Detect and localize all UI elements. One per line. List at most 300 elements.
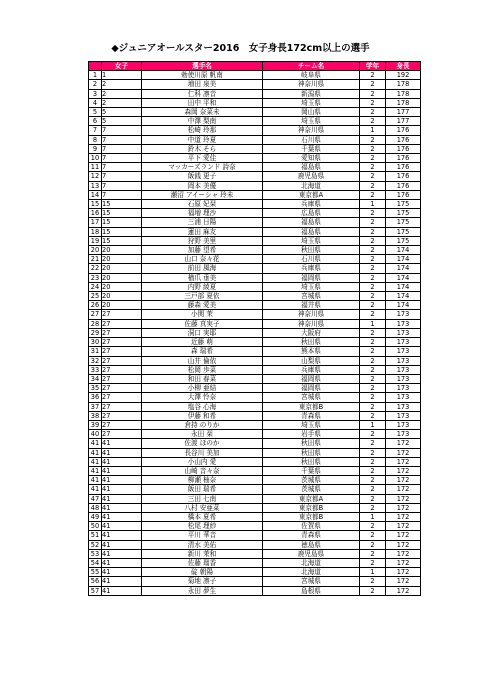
- table-row: [89, 448, 421, 457]
- grade-cell: 2: [360, 476, 386, 485]
- row-index: 39: [89, 420, 102, 429]
- player-name-cell: 橋本 夏希: [142, 512, 263, 521]
- team-name-cell: 茨城県: [263, 485, 360, 494]
- row-index: 32: [89, 356, 102, 365]
- team-name-cell: 岩手県: [263, 430, 360, 439]
- table-row: [89, 531, 421, 540]
- height-cell: 173: [386, 319, 421, 328]
- row-index: 53: [89, 549, 102, 558]
- team-name-cell: 東京都A: [263, 494, 360, 503]
- height-cell: 172: [386, 586, 421, 595]
- player-name-cell: 佐渡 ほのか: [142, 439, 263, 448]
- table-row: [89, 108, 421, 117]
- rank-cell: 27: [102, 374, 142, 383]
- rank-cell: 41: [102, 448, 142, 457]
- table-row: [89, 144, 421, 153]
- grade-cell: 2: [360, 356, 386, 365]
- rank-cell: 41: [102, 577, 142, 586]
- grade-cell: 2: [360, 494, 386, 503]
- height-cell: 175: [386, 209, 421, 218]
- table-row: [89, 319, 421, 328]
- player-name-cell: 佐藤 瑠香: [142, 558, 263, 567]
- row-index: 13: [89, 181, 102, 190]
- team-name-cell: 秋田県: [263, 439, 360, 448]
- table-row: [89, 328, 421, 337]
- team-name-cell: 東京都B: [263, 402, 360, 411]
- rank-cell: 7: [102, 126, 142, 135]
- height-cell: 173: [386, 411, 421, 420]
- height-cell: 175: [386, 227, 421, 236]
- row-index: 38: [89, 411, 102, 420]
- grade-cell: 2: [360, 558, 386, 567]
- player-name-cell: 楢爪 垂美: [142, 273, 263, 282]
- table-row: [89, 117, 421, 126]
- height-cell: 176: [386, 172, 421, 181]
- rank-cell: 41: [102, 568, 142, 577]
- row-index: 50: [89, 522, 102, 531]
- height-cell: 173: [386, 384, 421, 393]
- team-name-cell: 秋田県: [263, 448, 360, 457]
- team-name-cell: 北海道: [263, 568, 360, 577]
- rank-cell: 20: [102, 255, 142, 264]
- page-title: ◆ジュニアオールスター2016 女子身長172cm以上の選手: [111, 43, 370, 54]
- rank-cell: 20: [102, 292, 142, 301]
- grade-cell: 2: [360, 439, 386, 448]
- team-name-cell: 青森県: [263, 411, 360, 420]
- row-index: 8: [89, 135, 102, 144]
- grade-cell: 2: [360, 577, 386, 586]
- rank-cell: 5: [102, 117, 142, 126]
- row-index: 51: [89, 531, 102, 540]
- player-name-cell: 松尾 理紗: [142, 522, 263, 531]
- table-row: [89, 494, 421, 503]
- row-index: 25: [89, 292, 102, 301]
- row-index: 1: [89, 71, 102, 80]
- height-cell: 172: [386, 448, 421, 457]
- team-name-cell: 北海道: [263, 558, 360, 567]
- grade-cell: 2: [360, 108, 386, 117]
- team-name-cell: 神奈川県: [263, 126, 360, 135]
- row-index: 56: [89, 577, 102, 586]
- table-row: [89, 347, 421, 356]
- header-grade: 学年: [360, 62, 386, 71]
- player-name-cell: 松岡 歩菜: [142, 365, 263, 374]
- grade-cell: 2: [360, 485, 386, 494]
- grade-cell: 2: [360, 190, 386, 199]
- rank-cell: 41: [102, 457, 142, 466]
- height-cell: 172: [386, 439, 421, 448]
- player-name-cell: 倉持 のりか: [142, 420, 263, 429]
- rank-cell: 15: [102, 200, 142, 209]
- row-index: 9: [89, 144, 102, 153]
- grade-cell: 2: [360, 586, 386, 595]
- table-row: [89, 301, 421, 310]
- rank-cell: 41: [102, 586, 142, 595]
- table-row: [89, 374, 421, 383]
- grade-cell: 2: [360, 273, 386, 282]
- table-row: [89, 98, 421, 107]
- team-name-cell: 埼玉県: [263, 282, 360, 291]
- table-row: [89, 89, 421, 98]
- rank-cell: 27: [102, 310, 142, 319]
- row-index: 41: [89, 448, 102, 457]
- player-name-cell: 小山内 愛: [142, 457, 263, 466]
- table-row: [89, 512, 421, 521]
- height-cell: 175: [386, 200, 421, 209]
- grade-cell: 2: [360, 347, 386, 356]
- height-cell: 174: [386, 255, 421, 264]
- player-name-cell: 飯田 瑞希: [142, 485, 263, 494]
- player-name-cell: 大澤 怜奈: [142, 393, 263, 402]
- height-cell: 176: [386, 144, 421, 153]
- player-name-cell: 田中 平和: [142, 98, 263, 107]
- grade-cell: 2: [360, 80, 386, 89]
- team-name-cell: 福井県: [263, 301, 360, 310]
- grade-cell: 2: [360, 393, 386, 402]
- rank-cell: 41: [102, 540, 142, 549]
- player-name-cell: 内野 綾夏: [142, 282, 263, 291]
- table-row: [89, 338, 421, 347]
- row-index: 11: [89, 163, 102, 172]
- table-row: [89, 126, 421, 135]
- team-name-cell: 大阪府: [263, 328, 360, 337]
- rank-cell: 20: [102, 282, 142, 291]
- table-row: [89, 466, 421, 475]
- row-index: 41: [89, 466, 102, 475]
- rank-cell: 41: [102, 531, 142, 540]
- height-cell: 173: [386, 356, 421, 365]
- grade-cell: 2: [360, 98, 386, 107]
- player-name-cell: 新川 茉和: [142, 549, 263, 558]
- table-row: [89, 135, 421, 144]
- team-name-cell: 福岡県: [263, 384, 360, 393]
- grade-cell: 2: [360, 503, 386, 512]
- grade-cell: 2: [360, 292, 386, 301]
- table-row: [89, 200, 421, 209]
- player-name-cell: 山口 奈々花: [142, 255, 263, 264]
- player-name-cell: 和田 春菜: [142, 374, 263, 383]
- team-name-cell: 島根県: [263, 586, 360, 595]
- rank-cell: 41: [102, 476, 142, 485]
- row-index: 4: [89, 98, 102, 107]
- row-index: 31: [89, 347, 102, 356]
- height-cell: 173: [386, 310, 421, 319]
- player-name-cell: 藤森 愛美: [142, 301, 263, 310]
- grade-cell: 2: [360, 365, 386, 374]
- rank-cell: 7: [102, 163, 142, 172]
- row-index: 21: [89, 255, 102, 264]
- player-name-cell: 鈴木 そら: [142, 144, 263, 153]
- team-name-cell: 岐阜県: [263, 71, 360, 80]
- table-row: [89, 163, 421, 172]
- player-name-cell: 前田 風海: [142, 264, 263, 273]
- table-row: [89, 80, 421, 89]
- grade-cell: 2: [360, 310, 386, 319]
- row-index: 22: [89, 264, 102, 273]
- table-row: [89, 393, 421, 402]
- table-row: [89, 292, 421, 301]
- team-name-cell: 北海道: [263, 181, 360, 190]
- height-cell: 173: [386, 365, 421, 374]
- player-name-cell: 柳瀬 柚奈: [142, 476, 263, 485]
- row-index: 17: [89, 218, 102, 227]
- grade-cell: 2: [360, 181, 386, 190]
- grade-cell: 2: [360, 264, 386, 273]
- height-cell: 176: [386, 163, 421, 172]
- rank-cell: 27: [102, 393, 142, 402]
- team-name-cell: 埼玉県: [263, 98, 360, 107]
- table-header-row: [89, 62, 421, 71]
- grade-cell: 2: [360, 236, 386, 245]
- rank-cell: 7: [102, 144, 142, 153]
- rank-cell: 27: [102, 420, 142, 429]
- team-name-cell: 徳島県: [263, 540, 360, 549]
- team-name-cell: 石川県: [263, 135, 360, 144]
- height-cell: 173: [386, 402, 421, 411]
- grade-cell: 2: [360, 522, 386, 531]
- row-index: 34: [89, 374, 102, 383]
- rank-cell: 7: [102, 190, 142, 199]
- height-cell: 176: [386, 135, 421, 144]
- table-row: [89, 236, 421, 245]
- grade-cell: 2: [360, 374, 386, 383]
- grade-cell: 2: [360, 430, 386, 439]
- row-index: 24: [89, 282, 102, 291]
- row-index: 33: [89, 365, 102, 374]
- team-name-cell: 宮城県: [263, 577, 360, 586]
- height-cell: 172: [386, 512, 421, 521]
- rank-cell: 27: [102, 384, 142, 393]
- row-index: 16: [89, 209, 102, 218]
- team-name-cell: 東京都B: [263, 503, 360, 512]
- table-row: [89, 503, 421, 512]
- team-name-cell: 岡山県: [263, 108, 360, 117]
- table-row: [89, 209, 421, 218]
- table-row: [89, 577, 421, 586]
- grade-cell: 2: [360, 457, 386, 466]
- grade-cell: 2: [360, 531, 386, 540]
- height-cell: 173: [386, 347, 421, 356]
- row-index: 57: [89, 586, 102, 595]
- table-row: [89, 255, 421, 264]
- height-cell: 172: [386, 466, 421, 475]
- table-row: [89, 246, 421, 255]
- table-row: [89, 411, 421, 420]
- rank-cell: 41: [102, 522, 142, 531]
- row-index: 35: [89, 384, 102, 393]
- table-row: [89, 420, 421, 429]
- row-index: 20: [89, 246, 102, 255]
- rank-cell: 41: [102, 466, 142, 475]
- table-row: [89, 264, 421, 273]
- team-name-cell: 広島県: [263, 209, 360, 218]
- height-cell: 173: [386, 338, 421, 347]
- row-index: 41: [89, 439, 102, 448]
- player-name-cell: 岡本 美優: [142, 181, 263, 190]
- table-row: [89, 549, 421, 558]
- team-name-cell: 神奈川県: [263, 80, 360, 89]
- player-name-cell: 菊地 凛子: [142, 577, 263, 586]
- player-name-cell: 松崎 玲那: [142, 126, 263, 135]
- team-name-cell: 宮城県: [263, 393, 360, 402]
- player-name-cell: 森岡 奈菜未: [142, 108, 263, 117]
- team-name-cell: 兵庫県: [263, 200, 360, 209]
- row-index: 29: [89, 328, 102, 337]
- player-name-cell: 福増 理沙: [142, 209, 263, 218]
- table-row: [89, 457, 421, 466]
- table-row: [89, 439, 421, 448]
- rank-cell: 7: [102, 154, 142, 163]
- table-row: [89, 172, 421, 181]
- table-row: [89, 522, 421, 531]
- rank-cell: 41: [102, 503, 142, 512]
- table-row: [89, 430, 421, 439]
- row-index: 41: [89, 457, 102, 466]
- table-row: [89, 586, 421, 595]
- team-name-cell: 兵庫県: [263, 264, 360, 273]
- team-name-cell: 秋田県: [263, 457, 360, 466]
- team-name-cell: 愛知県: [263, 154, 360, 163]
- table-row: [89, 558, 421, 567]
- team-name-cell: 埼玉県: [263, 117, 360, 126]
- height-cell: 172: [386, 457, 421, 466]
- row-index: 2: [89, 80, 102, 89]
- player-name-cell: 森 瑞希: [142, 347, 263, 356]
- rank-cell: 20: [102, 301, 142, 310]
- player-name-cell: 永田 夢生: [142, 586, 263, 595]
- row-index: 19: [89, 236, 102, 245]
- grade-cell: 2: [360, 384, 386, 393]
- grade-cell: 2: [360, 255, 386, 264]
- table-row: [89, 190, 421, 199]
- row-index: 55: [89, 568, 102, 577]
- grade-cell: 1: [360, 420, 386, 429]
- table-body: [89, 71, 421, 596]
- table-row: [89, 227, 421, 236]
- row-index: 26: [89, 301, 102, 310]
- height-cell: 176: [386, 190, 421, 199]
- rank-cell: 41: [102, 485, 142, 494]
- row-index: 54: [89, 558, 102, 567]
- rank-cell: 41: [102, 549, 142, 558]
- team-name-cell: 神奈川県: [263, 319, 360, 328]
- rank-cell: 7: [102, 172, 142, 181]
- row-index: 48: [89, 503, 102, 512]
- rank-cell: 1: [102, 71, 142, 80]
- table-row: [89, 181, 421, 190]
- height-cell: 178: [386, 80, 421, 89]
- height-cell: 172: [386, 494, 421, 503]
- height-cell: 172: [386, 522, 421, 531]
- height-cell: 174: [386, 264, 421, 273]
- rank-cell: 41: [102, 439, 142, 448]
- player-name-cell: マッカーズランド 詩奈: [142, 163, 263, 172]
- height-cell: 178: [386, 89, 421, 98]
- rank-cell: 27: [102, 319, 142, 328]
- grade-cell: 2: [360, 411, 386, 420]
- height-cell: 173: [386, 393, 421, 402]
- team-name-cell: 福岡県: [263, 374, 360, 383]
- table-row: [89, 310, 421, 319]
- player-name-cell: 塩谷 心海: [142, 402, 263, 411]
- player-name-cell: 中道 玲夏: [142, 135, 263, 144]
- rank-cell: 27: [102, 430, 142, 439]
- team-name-cell: 宮城県: [263, 292, 360, 301]
- height-cell: 172: [386, 577, 421, 586]
- header-index: [89, 62, 102, 71]
- grade-cell: 2: [360, 172, 386, 181]
- grade-cell: 2: [360, 117, 386, 126]
- rank-cell: 15: [102, 209, 142, 218]
- team-name-cell: 青森県: [263, 531, 360, 540]
- player-name-cell: 石原 妃栞: [142, 200, 263, 209]
- player-name-cell: 清水 美佑: [142, 540, 263, 549]
- player-name-cell: 勅使川原 帆南: [142, 71, 263, 80]
- height-cell: 174: [386, 273, 421, 282]
- team-name-cell: 東京都B: [263, 512, 360, 521]
- height-cell: 175: [386, 218, 421, 227]
- grade-cell: 2: [360, 218, 386, 227]
- team-name-cell: 秋田県: [263, 338, 360, 347]
- team-name-cell: 福島県: [263, 227, 360, 236]
- table-row: [89, 356, 421, 365]
- grade-cell: 1: [360, 568, 386, 577]
- player-name-cell: 三戸部 夏依: [142, 292, 263, 301]
- team-name-cell: 福島県: [263, 218, 360, 227]
- team-name-cell: 神奈川県: [263, 310, 360, 319]
- grade-cell: 1: [360, 512, 386, 521]
- rank-cell: 27: [102, 411, 142, 420]
- row-index: 49: [89, 512, 102, 521]
- grade-cell: 2: [360, 163, 386, 172]
- team-name-cell: 福岡県: [263, 273, 360, 282]
- player-name-cell: 八村 安亜菜: [142, 503, 263, 512]
- row-index: 18: [89, 227, 102, 236]
- rank-cell: 27: [102, 338, 142, 347]
- table-row: [89, 540, 421, 549]
- rank-cell: 5: [102, 108, 142, 117]
- height-cell: 177: [386, 117, 421, 126]
- rank-cell: 41: [102, 494, 142, 503]
- grade-cell: 2: [360, 209, 386, 218]
- player-name-cell: 狩野 美里: [142, 236, 263, 245]
- table-row: [89, 365, 421, 374]
- rank-cell: 41: [102, 512, 142, 521]
- player-name-cell: 近藤 萌: [142, 338, 263, 347]
- header-player-name: 選手名: [142, 62, 263, 71]
- grade-cell: 2: [360, 71, 386, 80]
- row-index: 3: [89, 89, 102, 98]
- height-cell: 176: [386, 154, 421, 163]
- rank-cell: 7: [102, 135, 142, 144]
- height-cell: 176: [386, 181, 421, 190]
- team-name-cell: 石川県: [263, 255, 360, 264]
- player-name-cell: 平下 愛佳: [142, 154, 263, 163]
- height-cell: 172: [386, 476, 421, 485]
- player-name-cell: 永田 栞: [142, 430, 263, 439]
- height-cell: 173: [386, 374, 421, 383]
- height-cell: 178: [386, 98, 421, 107]
- team-name-cell: 秋田県: [263, 246, 360, 255]
- grade-cell: 2: [360, 549, 386, 558]
- row-index: 52: [89, 540, 102, 549]
- rank-cell: 27: [102, 365, 142, 374]
- rank-cell: 27: [102, 356, 142, 365]
- grade-cell: 2: [360, 246, 386, 255]
- grade-cell: 2: [360, 154, 386, 163]
- grade-cell: 2: [360, 135, 386, 144]
- table-row: [89, 485, 421, 494]
